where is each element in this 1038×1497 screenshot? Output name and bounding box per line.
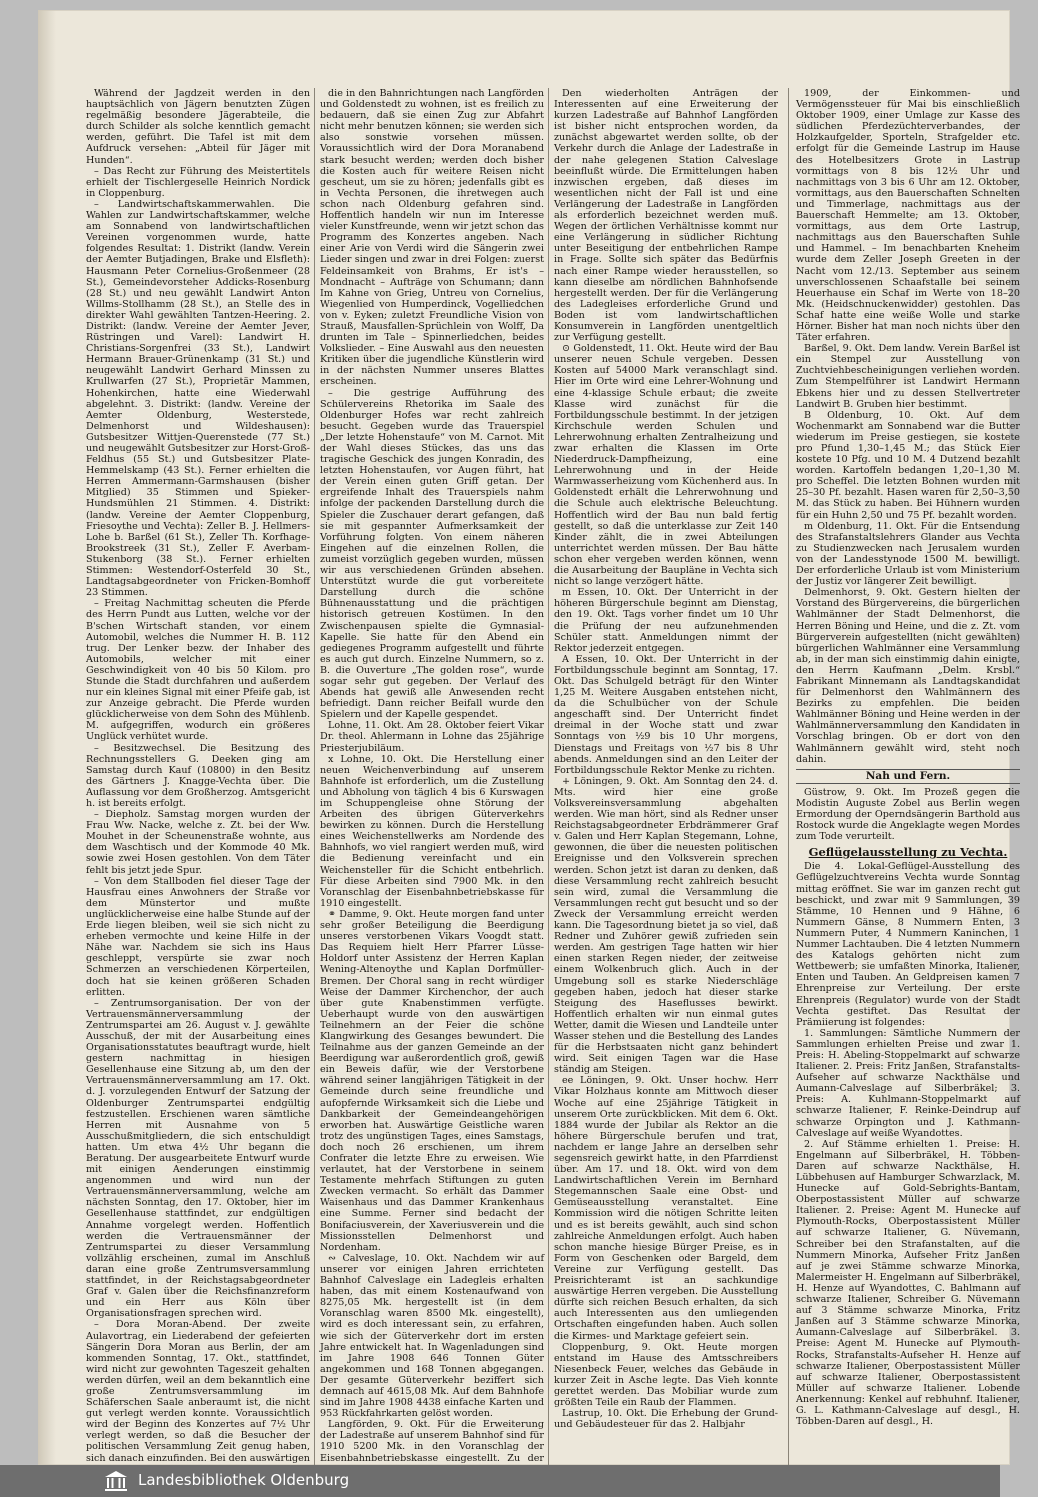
article-paragraph: m Essen, 10. Okt. Der Unterricht in der höheren Bürgerschule beginnt am Dienstag, den 19. Okt. Tags vorher findet um 10 Uhr die Prüfung der neu aufzunehmenden Schüler statt. Anmeldungen nimmt der Rektor jederzeit entgegen. bbox=[554, 587, 778, 654]
article-paragraph: B Oldenburg, 10. Okt. Auf dem Wochenmarkt am Sonnabend war die Butter wiederum im Preise gestiegen, sie kostete pro Pfund 1,30–1,45 M.; das Stück Eier kostete 10 Pfg. und 10 M. 4 Dutzend bezahlt worden. Kartoffeln bedangen 1,20–1,30 M. pro Scheffel. Die letzten Bohnen wurden mit 25–30 Pf. bezahlt. Hasen waren für 2,50–3,50 M. das Stück zu haben. Bei Hühnern wurden für ein Huhn 2,50 und 75 Pf. bezahlt worden. bbox=[796, 409, 1020, 521]
article-paragraph: ⊙ Goldenstedt, 11. Okt. Heute wird der Bau unserer neuen Schule vergeben. Dessen Kosten auf 54000 Mark veranschlagt sind. Hier im Orte wird eine Lehrer-Wohnung und eine 4-klassige Schule erbaut; die zweite Klasse wird zunächst für die Fortbildungsschule bestimmt. In der jetzigen Kirchschule werden Schulen und Lehrerwohnung erhalten Zentralheizung und zwar erhalten die Klassen im Orte Niederdruck-Dampfheizung, eine Lehrerwohnung und in der Heide Warmwasserheizung vom Küchenherd aus. In Goldenstedt erhält die Lehrerwohnung und die Schule auch elektrische Beleuchtung. Hoffentlich wird der Bau nun bald fertig gestellt, so daß die unterklasse zur Zeit 140 Kinder zählt, die in zwei Abteilungen unterrichtet werden müssen. Der Bau hätte schon eher vergeben werden können, wenn die Ausarbeitung der Baupläne in Vechta sich nicht so lange verzögert hätte. bbox=[554, 343, 778, 588]
column-4 bbox=[796, 88, 1020, 1468]
column-2 bbox=[320, 88, 544, 1468]
article-paragraph: – Das Recht zur Führung des Meistertitels erhielt der Tischlergeselle Heinrich Nordick in Cloppenburg. bbox=[86, 165, 310, 199]
library-footer-bar bbox=[0, 1465, 1000, 1497]
article-paragraph: Delmenhorst, 9. Okt. Gestern hielten der Vorstand des Bürgervereins, die bürgerlichen Wahlmänner der Stadt Delmenhorst, die Herren Böning und Heine, und die z. Zt. vom Bürgerverein aufgestellten (nicht gewählten) bürgerlichen Wahlmänner eine Versammlung ab, in der man sich einstimmig dahin einigte, den Herrn Kaufmann „Delm. Krsbl.“ Fabrikant Minnemann als Landtagskandidat für Delmenhorst den Wahlmännern des Bezirks zu empfehlen. Die beiden Wahlmänner Böning und Heine werden in der Wahlmännerversammlung den Kandidaten in Vorschlag bringen. Ob er dort von den Wahlmännern gewählt wird, steht noch dahin. bbox=[796, 587, 1020, 765]
article-paragraph: 1. Sammlungen: Sämtliche Nummern der Sammlungen erhielten Preise und zwar 1. Preis: H. Abeling-Stoppelmarkt auf schwarze Italiener. 2. Preis: Fritz Janßen, Strafanstalts-Aufseher auf schwarze Nackthälse und Aumann-Calveslage auf Silberbräkel; 3. Preis: A. Kuhlmann-Stoppelmarkt auf schwarze Italiener, F. Reinke-Deindrup auf schwarze Orpington und J. Kathmann-Calveslage auf weiße Wyandottes. bbox=[796, 1027, 1020, 1139]
library-building-icon bbox=[104, 1470, 128, 1492]
article-paragraph: – Von dem Stallboden fiel dieser Tage der Hausfrau eines Anwohners der Straße vor dem Münstertor und mußte unglücklicherweise eine halbe Stunde auf der Erde liegen bleiben, weil sie sich nicht zu erheben vermochte und keine Hilfe in der Nähe war. Nachdem sie sich ins Haus geschleppt, verspürte sie zwar noch Schmerzen an verschiedenen Körperteilen, doch hat sie keinen größeren Schaden erlitten. bbox=[86, 875, 310, 998]
article-paragraph: Barßel, 9. Okt. Dem landw. Verein Barßel ist ein Stempel zur Ausstellung von Zuchtviehbescheinigungen verliehen worden. Zum Stempelführer ist Landwirt Hermann Ebkens hier und zu dessen Stellvertreter Landwirt B. Gruben hier bestimmt. bbox=[796, 343, 1020, 410]
column-divider bbox=[788, 88, 789, 1478]
article-paragraph: Die 4. Lokal-Geflügel-Ausstellung des Geflügelzuchtvereins Vechta wurde Sonntag mittag eröffnet. Sie war im ganzen recht gut beschickt, und zwar mit 9 Sammlungen, 39 Stämme, 10 Hennen und 9 Hähne, 6 Nummern Gänse, 8 Nummern Enten, 3 Nummern Puter, 4 Nummern Kaninchen, 1 Nummer Lachtauben. Die 4 letzten Nummern des Katalogs gehörten nicht zum Wettbewerb; sie umfaßten Minorka, Italiener, Enten und Tauben. An Geldpreisen kamen 7 Ehrenpreise zur Verteilung. Der erste Ehrenpreis (Regulator) wurde von der Stadt Vechta gestiftet. Das Resultat der Prämiierung ist folgendes: bbox=[796, 861, 1020, 1028]
library-name[interactable]: Landesbibliothek Oldenburg bbox=[138, 1471, 350, 1489]
column-1 bbox=[86, 88, 310, 1468]
article-paragraph: die in den Bahnrichtungen nach Langförden und Goldenstedt zu wohnen, ist es freilich zu bedauern, daß sie einen Zug zur Abfahrt nicht mehr benutzen können; sie werden sich also sonstwie vorsehen müssen. Voraussichtlich wird der Dora Moranabend stark besucht werden; werden doch bisher die Kosten auch für weitere Reisen nicht gescheut, um sie zu hören; jedenfalls gibt es in Vechta Personen, die ihretwegen auch schon nach Oldenburg gefahren sind. Hoffentlich handeln wir nun im Interesse vieler Kunstfreunde, wenn wir jetzt schon das Programm des Konzertes angeben. Nach einer Arie von Verdi wird die Sängerin zwei Lieder singen und zwar in drei Folgen: zuerst Feldeinsamkeit von Brahms, Er ist's – Mondnacht – Aufträge von Schumann; dann Im Kahne von Grieg, Untreu von Cornelius, Wiegenlied von Humperdinck, Vogelliedchen von v. Eyken; zuletzt Freundliche Vision von Strauß, Mausfallen-Sprüchlein von Wolff, Da drunten im Tale – Spinnerliedchen, beides Volkslieder. – Eine Auswahl aus den neuesten Kritiken über die jugendliche Künstlerin wird in der nächsten Nummer unseres Blattes erscheinen. bbox=[320, 88, 544, 388]
article-paragraph: – Freitag Nachmittag scheuten die Pferde des Herrn Pundt aus Lutten, welche vor der B'schen Wirtschaft standen, vor einem Automobil, welches die Nummer H. B. 112 trug. Der Lenker bezw. der Inhaber des Automobils, welcher mit einer Geschwindigkeit von 40 bis 50 Kilom. pro Stunde die Stadt durchfahren und außerdem nur ein kleines Signal mit einer Pfeife gab, ist zur Anzeige gebracht. Die Pferde wurden glücklicherweise von dem Sohn des Mühlenb. M. aufgegriffen, wodurch ein größeres Unglück verhütet wurde. bbox=[86, 598, 310, 743]
article-paragraph: 2. Auf Stämme erhielten 1. Preise: H. Engelmann auf Silberbräkel, H. Többen-Daren auf schwarze Nackthälse, H. Lübbehusen auf Hamburger Schwarzlack, M. Hunecke auf Gold-Sebrights-Bantam, Oberpostassistent Müller auf schwarze Italiener. 2. Preise: Agent M. Hunecke auf Plymouth-Rocks, Oberpostassistent Müller auf schwarze Italiener, G. Nüvemann, Schreiber bei den Strafanstalten, auf die Nummern Minorka, Aufseher Fritz Janßen auf je zwei Stämme schwarze Minorka, Malermeister H. Engelmann auf Silberbräkel, H. Henze auf Wyandottes, C. Bahlmann auf schwarze Italiener, Schreiber G. Nüvemann auf 3 Stämme schwarze Minorka, Fritz Janßen auf 3 Stämme schwarze Minorka, Aumann-Calveslage auf Silberbräkel. 3. Preise: Agent M. Hunecke auf Plymouth-Rocks, Strafanstalts-Aufseher H. Henze auf schwarze Italiener, Oberpostassistent Müller auf schwarze Italiener, Oberpostassistent Müller auf schwarze Italiener. Lobende Anerkennung: Kenkel auf rebhuhnf. Italiener, G. L. Kathmann-Calveslage auf desgl., H. Többen-Daren auf desgl., H. bbox=[796, 1138, 1020, 1428]
column-divider bbox=[548, 88, 549, 1478]
section-heading-gefluegelausstellung: Geflügelausstellung zu Vechta. bbox=[808, 845, 1008, 860]
article-paragraph: ⚭ Damme, 9. Okt. Heute morgen fand unter sehr großer Beteiligung die Beerdigung unseres verstorbenen Vikars Voogdt statt. Das Requiem hielt Herr Pfarrer Lüsse-Holdorf unter Assistenz der Herren Kaplan Wening-Altenoythe und Kaplan Dorfmüller-Bremen. Der Choral sang in recht würdiger Weise der Dammer Kirchenchor, der auch über gute Knabenstimmen verfügte. Ueberhaupt wurde von den auswärtigen Teilnehmern an der Feier die schöne Klangwirkung des Gesanges bewundert. Die Teilnahme aus der ganzen Gemeinde an der Beerdigung war außerordentlich groß, gewiß ein Beweis dafür, wie der Verstorbene während seiner langjährigen Tätigkeit in der Gemeinde durch seine freundliche und aufopfernde Wirksamkeit sich die Liebe und Dankbarkeit der Gemeindeangehörigen erworben hat. Auswärtige Geistliche waren trotz des ungünstigen Tages, eines Samstags, doch noch 26 erschienen, um ihrem Confrater die letzte Ehre zu erweisen. Wie verlautet, hat der Verstorbene in seinem Testamente mehrfach Stiftungen zu guten Zwecken vermacht. So erhält das Dammer Waisenhaus und das Dammer Krankenhaus eine Summe. Ferner sind bedacht der Bonifaciusverein, der Xaveriusverein und die Missionsstellen Delmenhorst und Nordenham. bbox=[320, 908, 544, 1253]
article-paragraph: m Oldenburg, 11. Okt. Für die Entsendung des Strafanstaltslehrers Glander aus Vechta zu Studienzwecken nach Jerusalem wurden von der Landesstynode 1500 M. bewilligt. Der erforderliche Urlaub ist vom Ministerium der Justiz vor längerer Zeit bewilligt. bbox=[796, 520, 1020, 588]
article-paragraph: Cloppenburg, 9. Okt. Heute morgen entstand im Hause des Amtsschreibers Niesenbeck Feuer, welches das Gebäude in kurzer Zeit in Asche legte. Das Vieh konnte gerettet werden. Das Mobiliar wurde zum größten Teile ein Raub der Flammen. bbox=[554, 1341, 778, 1409]
article-paragraph: Güstrow, 9. Okt. Im Prozeß gegen die Modistin Auguste Zobel aus Berlin wegen Ermordung der Operndsängerin Barthold aus Rostock wurde die Angeklagte wegen Mordes zum Tode verurteilt. bbox=[796, 786, 1020, 843]
column-3 bbox=[554, 88, 778, 1468]
article-paragraph: ee Löningen, 9. Okt. Unser hochw. Herr Vikar Holzhaus konnte am Mittwoch dieser Woche auf eine 25jährige Tätigkeit in unserem Orte zurückblicken. Mit dem 6. Okt. 1884 wurde der Jubilar als Rektor an die höhere Bürgerschule berufen und trat, nachdem er lange Jahre an derselben sehr segensreich gewirkt hatte, in den Pfarrdienst über. Am 17. und 18. Okt. wird von dem Landwirtschaftlichen Verein im Bernhard Stegemannschen Saale eine Obst- und Gemüseausstellung veranstaltet. Eine Kommission wird die nötigen Schritte leiten und es ist bereits gewählt, auch sind schon zahlreiche Anmeldungen erfolgt. Auch haben schon manche hiesige Bürger Preise, es in Form von Geschenken oder Bargeld, dem Vereine zur Verfügung gestellt. Das Preisrichteramt ist an sachkundige auswärtige Herren vergeben. Die Ausstellung dürfte sich reichen Besuch erhalten, da sich auch Interessenten aus den umliegenden Ortschaften eingefunden haben. Auch sollen die Kirmes- und Marktage gefeiert sein. bbox=[554, 1075, 778, 1342]
newspaper-columns bbox=[86, 88, 1038, 1468]
article-paragraph: Lohne, 11. Okt. Am 28. Oktober feiert Vikar Dr. theol. Ahlermann in Lohne das 25jährige Priesterjubiläum. bbox=[320, 720, 544, 754]
article-paragraph: Während der Jagdzeit werden in den hauptsächlich von Jägern benutzten Zügen regelmäßig besondere Jägerabteile, die durch Schilder als solche kenntlich gemacht werden, geführt. Die Tafel ist mit dem Aufdruck versehen: „Abteil für Jäger mit Hunden“. bbox=[86, 88, 310, 166]
section-heading-nah-und-fern: Nah und Fern. bbox=[796, 769, 1020, 784]
article-paragraph: – Diepholz. Samstag morgen wurden der Frau Ww. Nacke, welche z. Zt. bei der Ww. Mouhet in der Scheunenstraße wohnte, aus dem Waschtisch und der Kommode 40 Mk. sowie zwei Hosen gestohlen. Von dem Täter fehlt bis jetzt jede Spur. bbox=[86, 809, 310, 876]
article-paragraph: x Lohne, 10. Okt. Die Herstellung einer neuen Weichenverbindung auf unserem Bahnhofe ist erforderlich, um die Zustellung und Abholung von täglich 4 bis 6 Kurswagen im Schuppengleise ohne Störung der Arbeiten des übrigen Güterverkehrs bewirken zu können. Durch die Herstellung eines Weichenstellwerks am Nordende des Bahnhofs, wo viel rangiert werden muß, wird die Bedienung vereinfacht und ein Weichensteller für die Schicht entbehrlich. Für diese Arbeiten sind 7900 Mk. in den Voranschlag der Eisenbahnbetriebskasse für 1910 eingestellt. bbox=[320, 753, 544, 909]
article-paragraph: A Essen, 10. Okt. Der Unterricht in der Fortbildungsschule beginnt am Sonntag, 17. Okt. Das Schulgeld beträgt für den Winter 1,25 M. Weitere Ausgaben entstehen nicht, da die Schulbücher von der Schule angeschafft sind. Der Unterricht findet dreimal in der Woche statt und zwar Sonntags von ½9 bis 10 Uhr morgens, Dienstags und Freitags von ½7 bis 8 Uhr abends. Anmeldungen sind an den Leiter der Fortbildungsschule Rektor Menke zu richten. bbox=[554, 653, 778, 776]
article-paragraph: + Löningen, 9. Okt. Am Sonntag den 24. d. Mts. wird hier eine große Volksvereinsversammlung abgehalten werden. Wie man hört, sind als Redner unser Reichstagsabgeordneter Erbdrämmerer Graf v. Galen und Herr Kaplan Stegemann, Lohne, gewonnen, die über die neuesten politischen Ereignisse und den Volksverein sprechen werden. Schon jetzt ist daran zu denken, daß diese Versammlung recht zahlreich besucht sein wird, zumal die Versammlung die Versammlungen recht gut besucht und so der Zweck der Versammlung erreicht werden kann. Die Tagesordnung bietet ja so viel, daß Redner und Zuhörer gewiß zufrieden sein werden. Am gestrigen Tage hatten wir hier einen starken Regen nieder, der zeitweise einem Wolkenbruch glich. Auch in der Umgebung soll es starke Niederschläge gegeben haben, jedoch hat dieser starke Steigung des Haseflusses bewirkt. Hoffentlich erhalten wir nun einmal gutes Wetter, damit die Wiesen und Landteile unter Wasser stehen und die Bestellung des Landes für die Herbstsaaten nicht ganz behindert wird. Seit einigen Tagen war die Hase ständig am Steigen. bbox=[554, 775, 778, 1076]
article-paragraph: – Die gestrige Aufführung des Schülervereins Rhetorika im Saale des Oldenburger Hofes war recht zahlreich besucht. Gegeben wurde das Trauerspiel „Der letzte Hohenstaufe“ von M. Carnot. Mit der Wahl dieses Stückes, das uns das tragische Geschick des jungen Konradin, des letzten Hohenstaufen, vor Augen führt, hat der Verein einen guten Griff getan. Der ergreifende Inhalt des Trauerspiels nahm infolge der packenden Darstellung durch die Spieler die Zuschauer derart gefangen, daß sie mit gespannter Aufmerksamkeit der Vorführung folgten. Von einem näheren Eingehen auf die einzelnen Rollen, die zumeist vorzüglich gegeben wurden, müssen wir aus verschiedenen Gründen absehen. Unterstützt wurde die gut vorbereitete Darstellung durch die schöne Bühnenausstattung und die prächtigen historisch getreuen Kostümen. In den Zwischenpausen spielte die Gymnasial-Kapelle. Sie hatte für den Abend ein gediegenes Programm aufgestellt und führte es auch gut durch. Einzelne Nummern, so z. B. die Ouverture „The golden rose“, wurde sogar sehr gut gegeben. Der Verlauf des Abends hat gewiß alle Anwesenden recht befriedigt. Dann reicher Beifall wurde den Spielern und der Kapelle gespendet. bbox=[320, 387, 544, 721]
column-divider bbox=[314, 88, 315, 1478]
article-paragraph: Langförden, 9. Okt. Für die Erweiterung der Ladestraße auf unserem Bahnhof sind für 1910 5200 Mk. in den Voranschlag der Eisenbahnbetriebskasse eingestellt. Zu der bbox=[320, 1419, 544, 1464]
article-paragraph: 1909, der Einkommen- und Vermögenssteuer für Mai bis einschließlich Oktober 1909, einer Umlage zur Kasse des südlichen Pferdezüchterverbandes, der Holzkaufgelder, Sporteln, Strafgelder etc. erfolgt für die Gemeinde Lastrup im Hause des Hotelbesitzers Grote in Lastrup vormittags von 8 bis 12½ Uhr und nachmittags von 3 bis 6 Uhr am 12. Oktober, vormittags, aus den Bauerschaften Schnelten und Timmerlage, nachmittags aus der Bauerschaft Hemmelte; am 13. Oktober, vormittags, aus dem Orte Lastrup, nachmittags aus den Bauerschaften Suhle und Hammel. – Im benachbarten Kneheim wurde dem Zeller Joseph Greeten in der Nacht vom 12./13. September aus seinem unverschlossenen Schaafstalle bei seinem Heuerhause ein Schaf im Werte von 18–20 Mk. (Heidschnuckenwidder) gestohlen. Das Schaf hatte eine weiße Wolle und starke Hörner. Bisher hat man noch nichts über den Täter erfahren. bbox=[796, 88, 1020, 344]
article-paragraph: ∾ Calveslage, 10. Okt. Nachdem wir auf unserer vor einigen Jahren errichteten Bahnhof Calveslage ein Ladegleis erhalten haben, das mit einem Kostenaufwand von 8275,05 Mk. hergestellt ist (in dem Voranschlag waren 8500 Mk. eingestellt), wird es doch interessant sein, zu erfahren, wie sich der Güterverkehr dort im ersten Jahre entwickelt hat. In Wagenladungen sind im Jahre 1908 646 Tonnen Güter angekommen und 168 Tonnen abgegangen. Der gesamte Güterverkehr beziffert sich demnach auf 4615,08 Mk. Auf dem Bahnhofe sind im Jahre 1908 4438 einfache Karten und 953 Rückfahrkarten gelöst worden. bbox=[320, 1252, 544, 1420]
article-paragraph: – Besitzwechsel. Die Besitzung des Rechnungsstellers G. Deeken ging am Samstag durch Kauf (10800) in den Besitz des Gärtners J. Knagge-Vechta über. Die Auflassung vor dem Großherzog. Amtsgericht h. ist bereits erfolgt. bbox=[86, 742, 310, 809]
article-paragraph: Lastrup, 10. Okt. Die Erhebung der Grund- und Gebäudesteuer für das 2. Halbjahr bbox=[554, 1408, 778, 1431]
newspaper-page bbox=[38, 10, 1020, 1465]
article-paragraph: – Landwirtschaftskammerwahlen. Die Wahlen zur Landwirtschaftskammer, welche am Sonnabend von landwirtschaftlichen Vereinen vorgenommen wurde, hatte folgendes Resultat: 1. Distrikt (landw. Verein der Aemter Butjadingen, Brake und Elsfleth): Hausmann Peter Cornelius-Großenmeer (28 St.), Gemeindevorsteher Addicks-Rosenburg (28 St.) und neu gewählt Landwirt Anton Willms-Stollhamm (28 St.), an Stelle des in direkter Wahl gewählten Tantzen-Heering. 2. Distrikt: (landw. Vereine der Aemter Jever, Rüstringen und Varel): Landwirt H. Christians-Sorgenfrei (33 St.), Landwirt Hermann Brauer-Grünenkamp (31 St.) und neugewählt Landwirt Gerhard Minssen zu Krullwarfen (27 St.), Proprietär Mammen, Hohenkirchen, hatte eine Wiederwahl abgelehnt. 3. Distrikt: (landw. Vereine der Aemter Oldenburg, Westerstede, Delmenhorst und Wildeshausen): Gutsbesitzer Wittjen-Querenstede (77 St.) und neugewählt Gutsbesitzer zur Horst-Groß-Feldhus (55 St.) und Gutsbesitzer Plate-Hemmelskamp (43 St.). Ferner erhielten die Herren Ammermann-Garmshausen (bisher Mitglied) 35 Stimmen und Spieker-Hundsmühlen 21 Stimmen. 4. Distrikt: (landw. Vereine der Aemter Cloppenburg, Friesoythe und Vechta): Zeller B. J. Hellmers-Lohe b. Barßel (61 St.), Zeller Th. Korfhage-Brookstreek (31 St.), Zeller F. Averbam-Stukenborg (38 St.). Ferner erhielten Stimmen: Westendorf-Osterfeld 30 St., Landtagsabgeordneter von Fricken-Bomhoff 23 Stimmen. bbox=[86, 198, 310, 599]
article-paragraph: – Dora Moran-Abend. Der zweite Aulavortrag, ein Liederabend der gefeierten Sängerin Dora Moran aus Berlin, der am kommenden Sonntag, 17. Okt., stattfindet, wird nicht zur gewohnten Tageszeit gehalten werden dürfen, weil an dem bekanntlich eine große Zentrumsversammlung im Schäferschen Saale anberaumt ist, die nicht gut verlegt werden konnte. Voraussichtlich wird der Beginn des Konzertes auf 7½ Uhr verlegt werden, so daß die Besucher der politischen Versammlung Zeit genug haben, sich danach einzufinden. Bei den auswärtigen bbox=[86, 1319, 310, 1464]
article-paragraph: – Zentrumsorganisation. Der von der Vertrauensmännerversammlung der Zentrumspartei am 26. August v. J. gewählte Ausschuß, der mit der Ausarbeitung eines Organisationsstatutes beauftragt wurde, hielt gestern nachmittag in hiesigen Gesellenhause eine Sitzung ab, um den der Vertrauensmännerversammlung am 17. Okt. d. J. vorzulegenden Entwurf der Satzung der Oldenburger Zentrumspartei endgültig festzustellen. Erschienen waren sämtliche Herren mit Ausnahme von 5 Ausschußmitgliedern, die sich entschuldigt hatten. Um etwa 4½ Uhr begann die Beratung. Der ausgearbeitete Entwurf wurde mit einigen Aenderungen einstimmig angenommen und wird nun der Vertrauensmännerversammlung, welche am nächsten Sonntag, den 17. Oktober, hier im Gesellenhause stattfindet, zur endgültigen Annahme vorgelegt werden. Hoffentlich werden die Vertrauensmänner der Zentrumspartei zu dieser Versammlung vollzählig erscheinen, zumal im Anschluß daran eine große Zentrumsversammlung stattfindet, in der Reichstagsabgeordneter Graf v. Galen über die Reichsfinanzreform und ein Herr aus Köln über Organisationsfragen sprechen wird. bbox=[86, 997, 310, 1320]
article-paragraph: Den wiederholten Anträgen der Interessenten auf eine Erweiterung der kurzen Ladestraße auf Bahnhof Langförden ist bisher nicht entsprochen worden, da zunächst abgewartet werden sollte, ob der Verkehr durch die Anlage der Ladestraße in der nahe gelegenen Station Calveslage beeinflußt würde. Die Ermittelungen haben inzwischen ergeben, daß dieses im wesentlichen nicht der Fall ist und eine Verlängerung der Ladestraße in Langförden als erforderlich bezeichnet werden muß. Wegen der örtlichen Verhältnisse kommt nur eine Verlängerung in südlicher Richtung unter Beseitigung der entbehrlichen Rampe in Frage. Sollte sich später das Bedürfnis nach einer Rampe wieder herausstellen, so kann dieselbe am nördlichen Bahnhofsende hergestellt werden. Der für die Verlängerung des Ladegleises erforderliche Grund und Boden ist vom landwirtschaftlichen Konsumverein in Langförden unentgeltlich zur Verfügung gestellt. bbox=[554, 88, 778, 344]
